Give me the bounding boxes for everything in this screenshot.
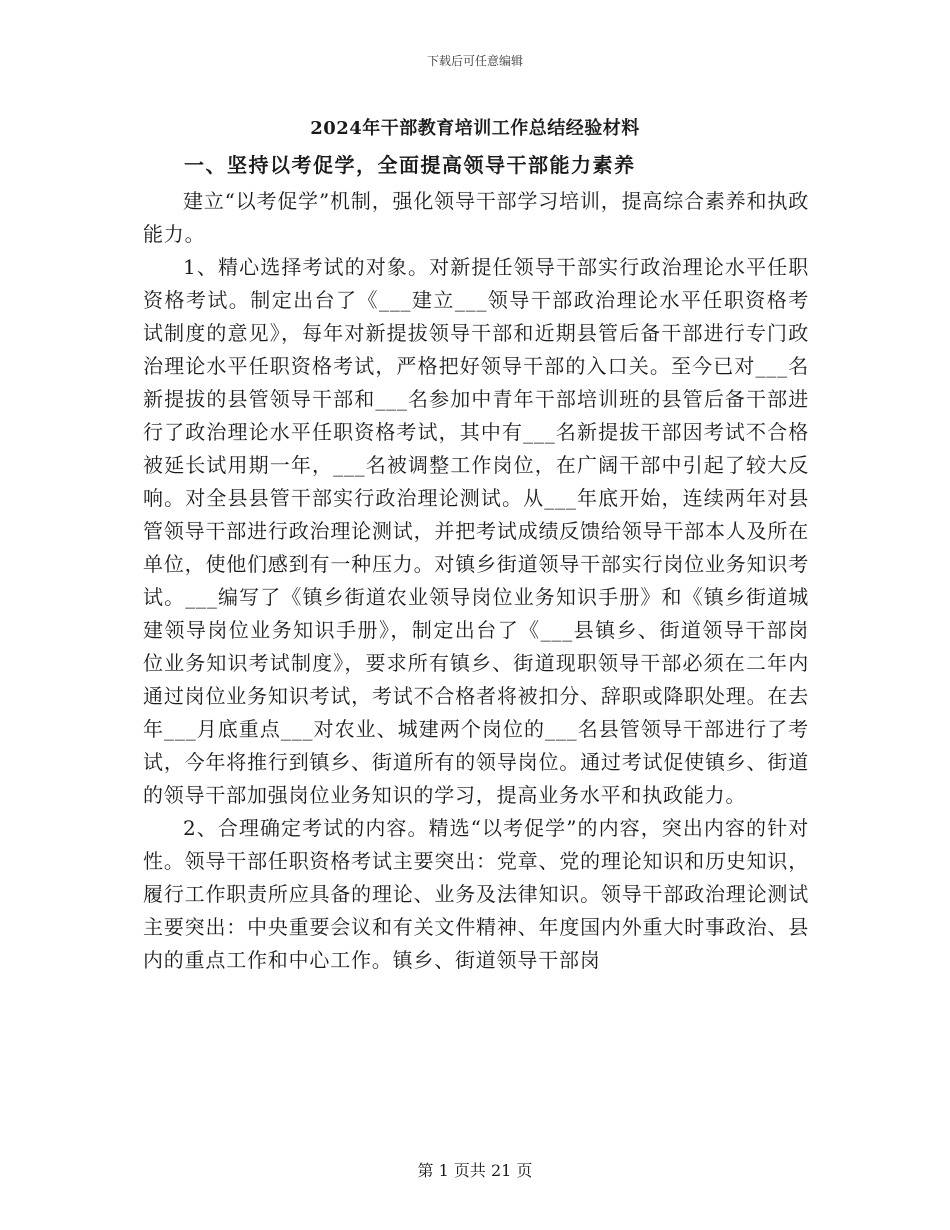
paragraph-intro: 建立“以考促学”机制，强化领导干部学习培训，提高综合素养和执政能力。 [143, 189, 809, 246]
section-heading: 一、坚持以考促学，全面提高领导干部能力素养 [184, 153, 636, 177]
paragraph-item-1: 1、精心选择考试的对象。对新提任领导干部实行政治理论水平任职资格考试。制定出台了《___建立___领导干部政治理论水平任职资格考试制度的意见》，每年对新提拔领导干部和近期县管后备干部进行专门政治理论水平任职资格考试，严格把好领导干部的入口关。至今已对___名新提拔的县管领导干部和___名参加中青年干部培训班的县管后备干部进行了政治理论水平任职资格考试，其中有___名新提拔干部因考试不合格被延长试用期一年，___名被调整工作岗位，在广阔干部中引起了较大反响。对全县县管干部实行政治理论测试。从___年底开始，连续两年对县管领导干部进行政治理论测试，并把考试成绩反馈给领导干部本人及所在单位，使他们感到有一种压力。对镇乡街道领导干部实行岗位业务知识考试。___编写了《镇乡街道农业领导岗位业务知识手册》和《镇乡街道城建领导岗位业务知识手册》，制定出台了《___县镇乡、街道领导干部岗位业务知识考试制度》，要求所有镇乡、街道现职领导干部必须在二年内通过岗位业务知识考试，考试不合格者将被扣分、辞职或降职处理。在去年___月底重点___对农业、城建两个岗位的___名县管领导干部进行了考试，今年将推行到镇乡、街道所有的领导岗位。通过考试促使镇乡、街道的领导干部加强岗位业务知识的学习，提高业务水平和执政能力。 [143, 255, 809, 807]
document-body [143, 185, 809, 977]
paragraph-item-2: 2、合理确定考试的内容。精选“以考促学”的内容，突出内容的针对性。领导干部任职资格考试主要突出：党章、党的理论知识和历史知识，履行工作职责所应具备的理论、业务及法律知识。领导干部政治理论测试主要突出：中央重要会议和有关文件精神、年度国内外重大时事政治、县内的重点工作和中心工作。镇乡、街道领导干部岗 [143, 816, 809, 972]
page-footer: 第 1 页共 21 页 [417, 1161, 533, 1180]
document-title: 2024年干部教育培训工作总结经验材料 [310, 118, 640, 139]
header-note: 下载后可任意编辑 [426, 54, 523, 68]
